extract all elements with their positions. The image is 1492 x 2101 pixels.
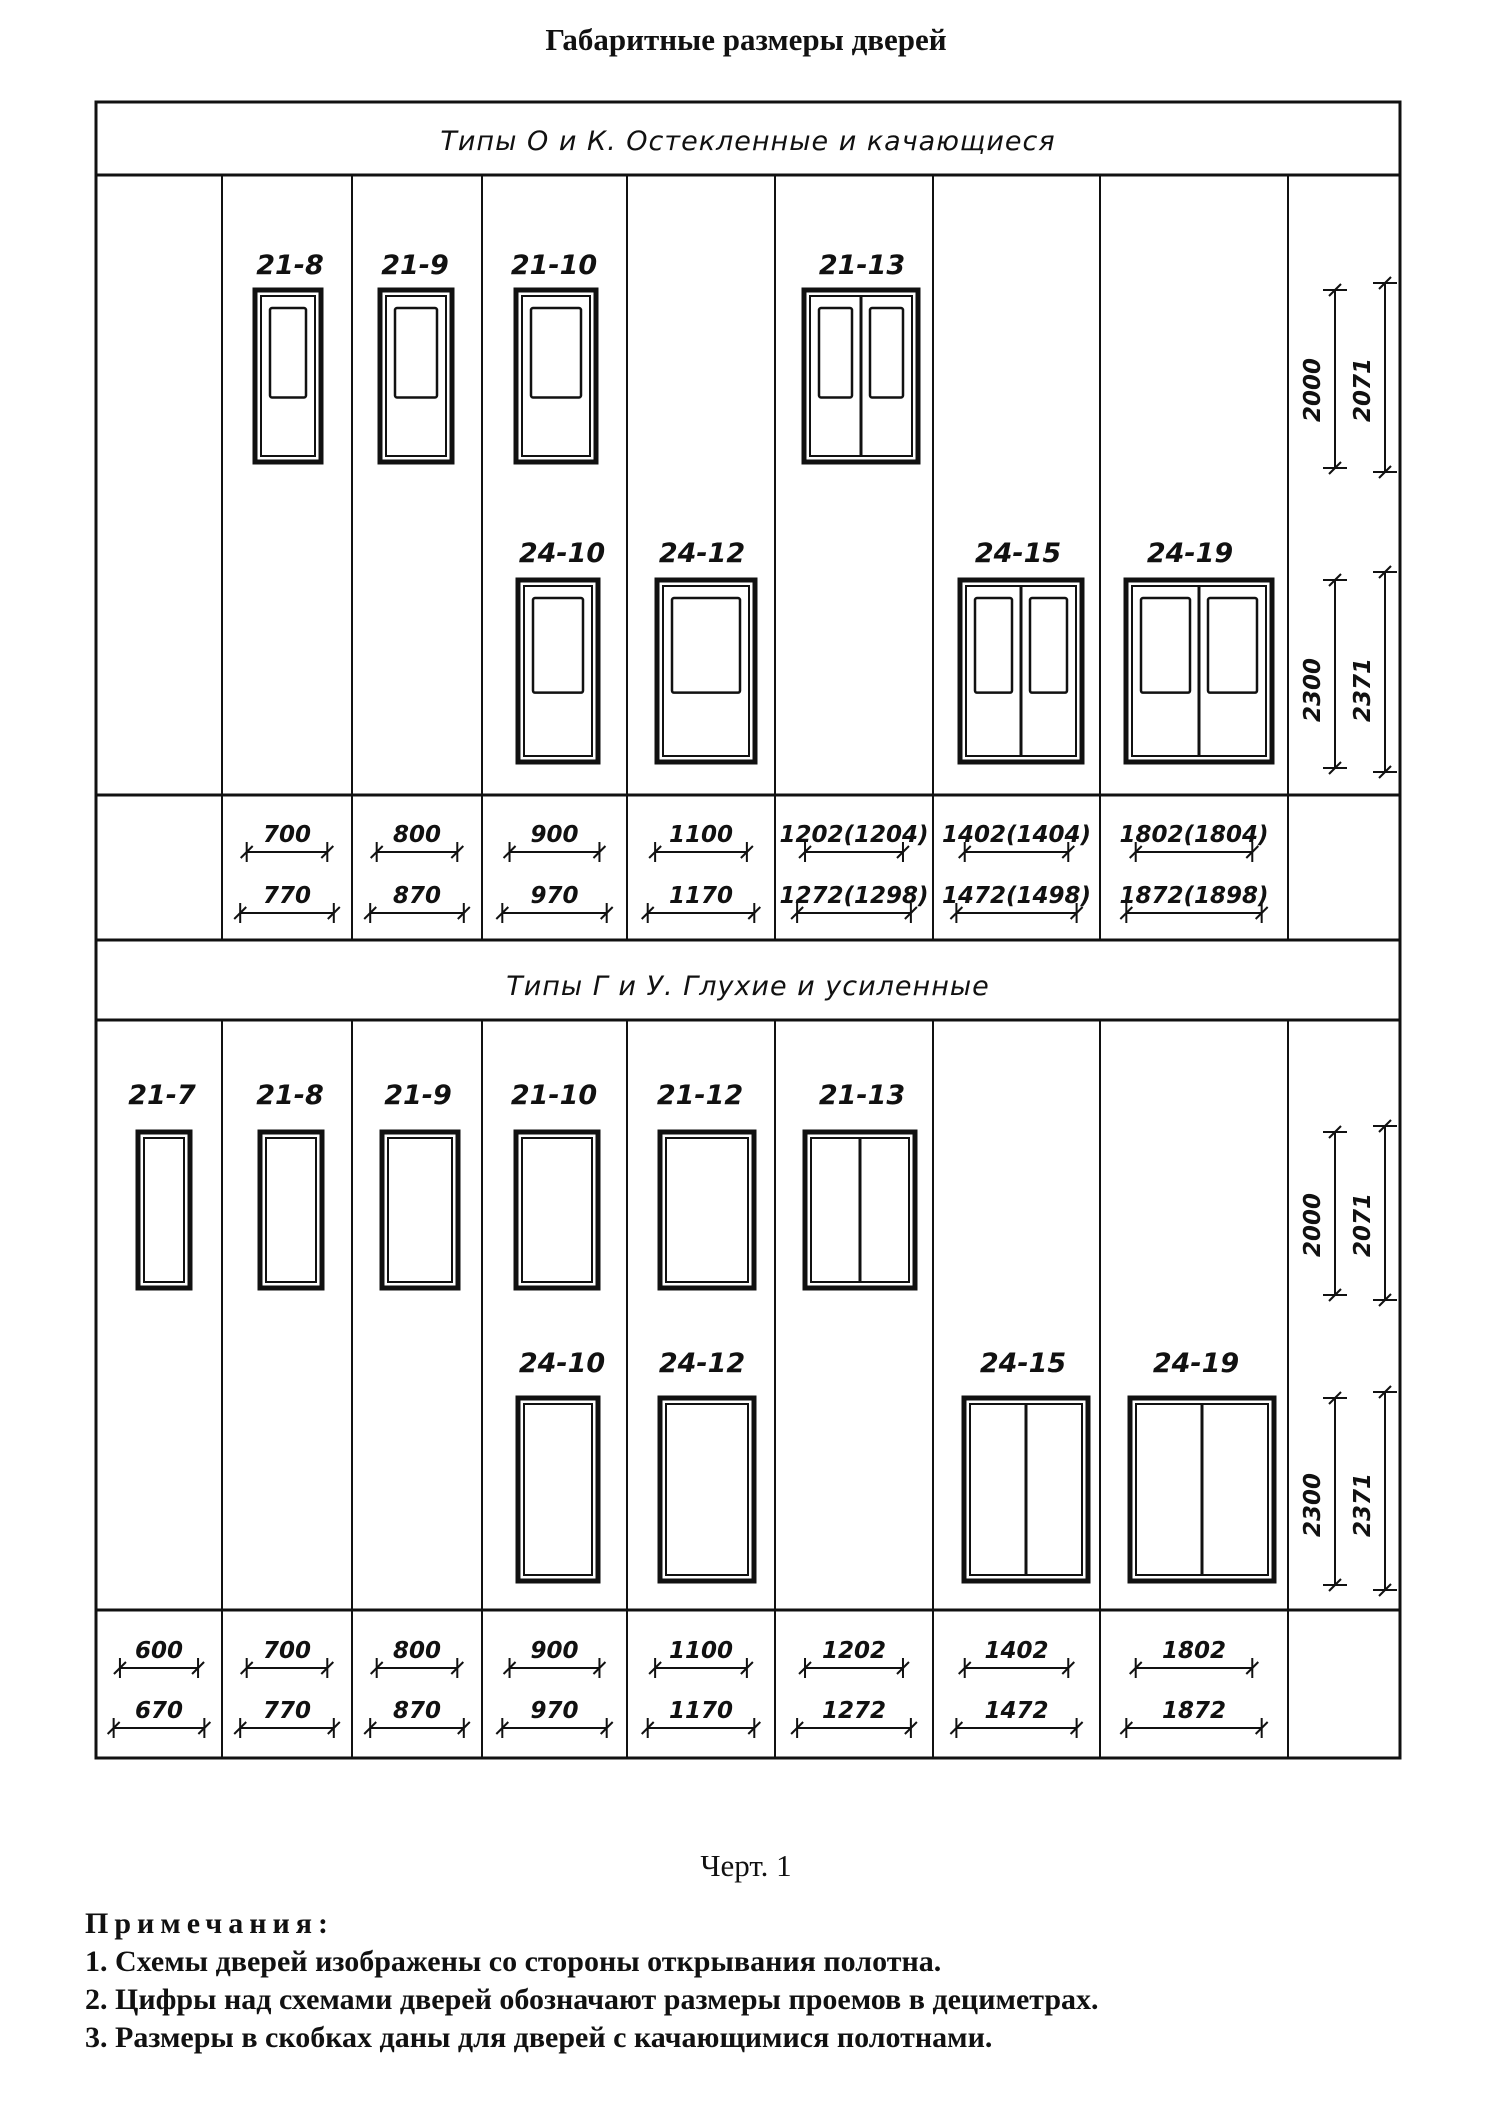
width-label: 1402(1404) [941, 822, 1092, 848]
width-label: 1802(1804) [1119, 822, 1269, 848]
width-label: 970 [530, 883, 579, 909]
notes-title: Примечания: [85, 1907, 335, 1940]
section2-header: Типы Г и У. Глухие и усиленные [506, 971, 990, 1002]
width-label: 800 [392, 1638, 442, 1664]
door-schematic [660, 1398, 754, 1581]
width-label: 1100 [668, 1638, 734, 1664]
door-label: 24-19 [1152, 1348, 1240, 1379]
door-schematic [138, 1132, 190, 1288]
door-label: 24-10 [518, 538, 606, 569]
height-dimension [1300, 358, 1376, 1537]
width-label: 1802 [1161, 1638, 1227, 1664]
width-label: 1202 [821, 1638, 887, 1664]
door-schematic [518, 580, 598, 762]
door-schematic [255, 290, 321, 462]
door-label: 24-15 [974, 538, 1062, 569]
notes-block [85, 1905, 1099, 2057]
double-door-schematic [1126, 580, 1272, 762]
door-schematic [260, 1132, 322, 1288]
door-schematic [518, 1398, 598, 1581]
width-label: 1472(1498) [941, 883, 1092, 909]
page-title: Габаритные размеры дверей [545, 22, 947, 57]
note-item: 1. Схемы дверей изображены со стороны открывания полотна. [85, 1945, 942, 1978]
note-item: 3. Размеры в скобках даны для дверей с качающимися полотнами. [85, 2021, 993, 2054]
figure-caption: Черт. 1 [700, 1848, 792, 1883]
width-label: 700 [262, 822, 312, 848]
width-label: 1872 [1161, 1698, 1227, 1724]
width-label: 900 [530, 822, 579, 848]
door-label: 21-13 [818, 1080, 906, 1111]
width-label: 1272(1298) [779, 883, 929, 909]
width-label: 770 [262, 883, 312, 909]
door-label: 21-8 [256, 250, 324, 281]
door-label: 21-9 [381, 250, 449, 281]
width-label: 1402 [984, 1638, 1049, 1664]
height-label: 2071 [1350, 357, 1376, 423]
width-label: 870 [392, 1698, 442, 1724]
door-label: 21-10 [510, 1080, 598, 1111]
height-label: 2371 [1350, 1472, 1376, 1538]
width-label: 1170 [668, 1698, 734, 1724]
door-label: 21-8 [256, 1080, 324, 1111]
width-label: 600 [134, 1638, 184, 1664]
width-label: 670 [134, 1698, 184, 1724]
door-label: 24-10 [518, 1348, 606, 1379]
note-item: 2. Цифры над схемами дверей обозначают размеры проемов в дециметрах. [85, 1983, 1099, 2016]
door-schematic [657, 580, 755, 762]
door-schematic [660, 1132, 754, 1288]
width-label: 1202(1204) [779, 822, 929, 848]
width-label: 970 [530, 1698, 579, 1724]
door-label: 24-15 [979, 1348, 1067, 1379]
width-label: 870 [392, 883, 442, 909]
height-label: 2071 [1350, 1192, 1376, 1258]
door-label: 24-19 [1146, 538, 1234, 569]
door-schematic [380, 290, 452, 462]
height-label: 2000 [1300, 1192, 1326, 1258]
double-door-schematic [960, 580, 1082, 762]
door-schematic [516, 290, 596, 462]
door-label: 21-7 [128, 1080, 196, 1111]
door-schematic [382, 1132, 458, 1288]
door-label: 21-12 [656, 1080, 744, 1111]
width-label: 1170 [668, 883, 734, 909]
door-label: 24-12 [658, 1348, 746, 1379]
double-door-schematic [804, 290, 918, 462]
width-label: 770 [262, 1698, 312, 1724]
door-label: 24-12 [658, 538, 746, 569]
section1-header: Типы О и К. Остекленные и качающиеся [440, 126, 1056, 157]
door-label: 21-9 [384, 1080, 452, 1111]
width-label: 800 [392, 822, 442, 848]
width-label: 700 [262, 1638, 312, 1664]
height-label: 2371 [1350, 657, 1376, 723]
door-label: 21-13 [818, 250, 906, 281]
height-label: 2300 [1300, 657, 1326, 723]
width-label: 1272 [821, 1698, 887, 1724]
width-label: 900 [530, 1638, 579, 1664]
height-label: 2000 [1300, 357, 1326, 423]
double-door-schematic [964, 1398, 1088, 1581]
width-label: 1472 [984, 1698, 1049, 1724]
double-door-schematic [805, 1132, 915, 1288]
double-door-schematic [1130, 1398, 1274, 1581]
door-label: 21-10 [510, 250, 598, 281]
height-label: 2300 [1300, 1472, 1326, 1538]
door-schematic [516, 1132, 598, 1288]
width-label: 1872(1898) [1119, 883, 1269, 909]
width-label: 1100 [668, 822, 734, 848]
